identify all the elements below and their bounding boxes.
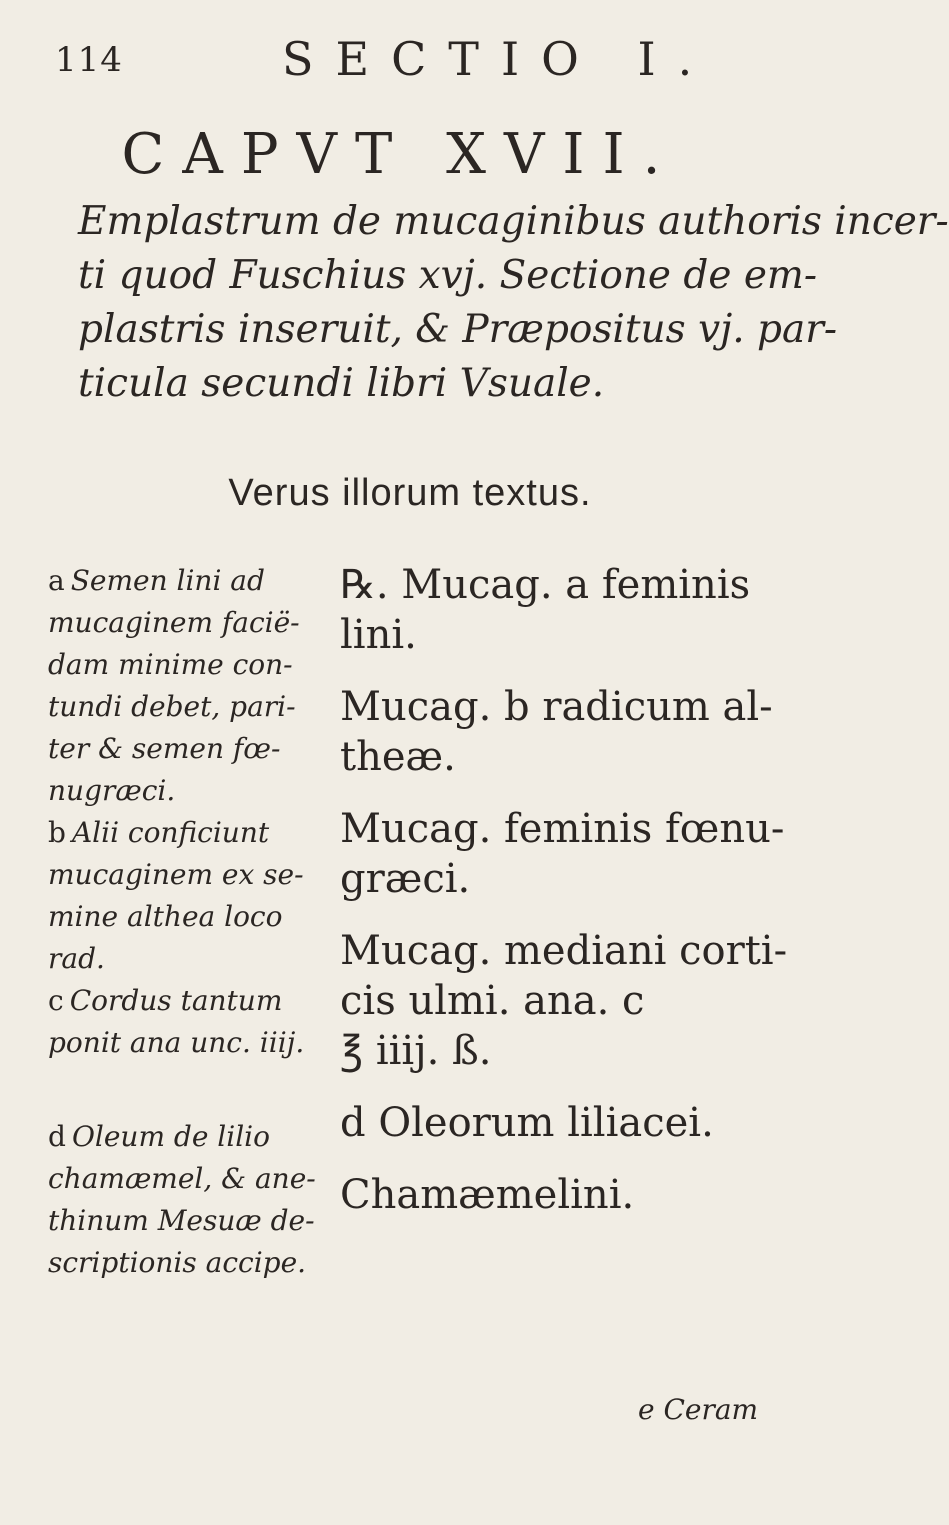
note-line: thinum Mesuæ de- bbox=[48, 1204, 315, 1237]
intro-line: ti quod Fuschius xvj. Sectione de em- bbox=[78, 253, 818, 298]
recipe-text bbox=[340, 560, 790, 1242]
recipe-item bbox=[340, 926, 790, 1076]
note-line: dam minime con- bbox=[48, 648, 293, 681]
intro-line: Emplastrum de mucaginibus authoris incer- bbox=[78, 199, 949, 244]
note-line bbox=[48, 560, 338, 602]
page-number: 114 bbox=[55, 40, 123, 80]
note-line: rad. bbox=[48, 942, 105, 975]
intro-line: plastris inseruit, & Præpositus vj. par- bbox=[78, 307, 838, 352]
recipe-line: Chamæmelini. bbox=[340, 1172, 635, 1218]
note-letter: a bbox=[48, 564, 65, 597]
note-text: Alii conficiunt bbox=[71, 816, 270, 849]
recipe-line: d Oleorum liliacei. bbox=[340, 1100, 714, 1146]
recipe-item bbox=[340, 1098, 790, 1148]
note-text: Cordus tantum bbox=[69, 984, 283, 1017]
note-line: scriptionis accipe. bbox=[48, 1246, 307, 1279]
note-line bbox=[48, 812, 338, 854]
note-text: Semen lini ad bbox=[70, 564, 265, 597]
recipe-line: cis ulmi. ana. c bbox=[340, 978, 645, 1024]
recipe-line: ℞. Mucag. a feminis bbox=[340, 562, 751, 608]
intro-line: ticula secundi libri Vsuale. bbox=[78, 361, 605, 406]
note-letter: c bbox=[48, 984, 64, 1017]
note-line: mucaginem ex se- bbox=[48, 858, 304, 891]
note-letter: d bbox=[48, 1120, 66, 1153]
note-line bbox=[48, 1116, 338, 1158]
note-line: nugræci. bbox=[48, 774, 176, 807]
marginal-note-c bbox=[48, 980, 338, 1064]
recipe-line: Mucag. mediani corti- bbox=[340, 928, 788, 974]
note-line bbox=[48, 980, 338, 1022]
recipe-line: theæ. bbox=[340, 734, 456, 780]
recipe-item bbox=[340, 804, 790, 904]
marginal-notes bbox=[48, 560, 338, 1284]
running-head: SECTIO I. bbox=[282, 32, 715, 86]
recipe-item bbox=[340, 1170, 790, 1220]
recipe-item bbox=[340, 560, 790, 660]
chapter-title: CAPVT XVII. bbox=[121, 122, 679, 187]
recipe-line: lini. bbox=[340, 612, 417, 658]
section-heading: Verus illorum textus. bbox=[228, 472, 592, 514]
marginal-note-d bbox=[48, 1116, 338, 1284]
marginal-note-b bbox=[48, 812, 338, 980]
note-line: chamæmel, & ane- bbox=[48, 1162, 316, 1195]
intro-paragraph bbox=[78, 195, 949, 411]
recipe-line: ℥ iiij. ß. bbox=[340, 1028, 492, 1074]
note-line: ter & semen fœ- bbox=[48, 732, 281, 765]
note-text: Oleum de lilio bbox=[71, 1120, 270, 1153]
note-line: mucaginem facië- bbox=[48, 606, 300, 639]
note-letter: b bbox=[48, 816, 66, 849]
marginal-note-a bbox=[48, 560, 338, 812]
recipe-line: Mucag. feminis fœnu- bbox=[340, 806, 785, 852]
recipe-line: græci. bbox=[340, 856, 471, 902]
note-line: tundi debet, pari- bbox=[48, 690, 296, 723]
note-line: ponit ana unc. iiij. bbox=[48, 1026, 305, 1059]
recipe-line: Mucag. b radicum al- bbox=[340, 684, 773, 730]
recipe-item bbox=[340, 682, 790, 782]
catchword: e Ceram bbox=[638, 1393, 759, 1426]
note-line: mine althea loco bbox=[48, 900, 283, 933]
